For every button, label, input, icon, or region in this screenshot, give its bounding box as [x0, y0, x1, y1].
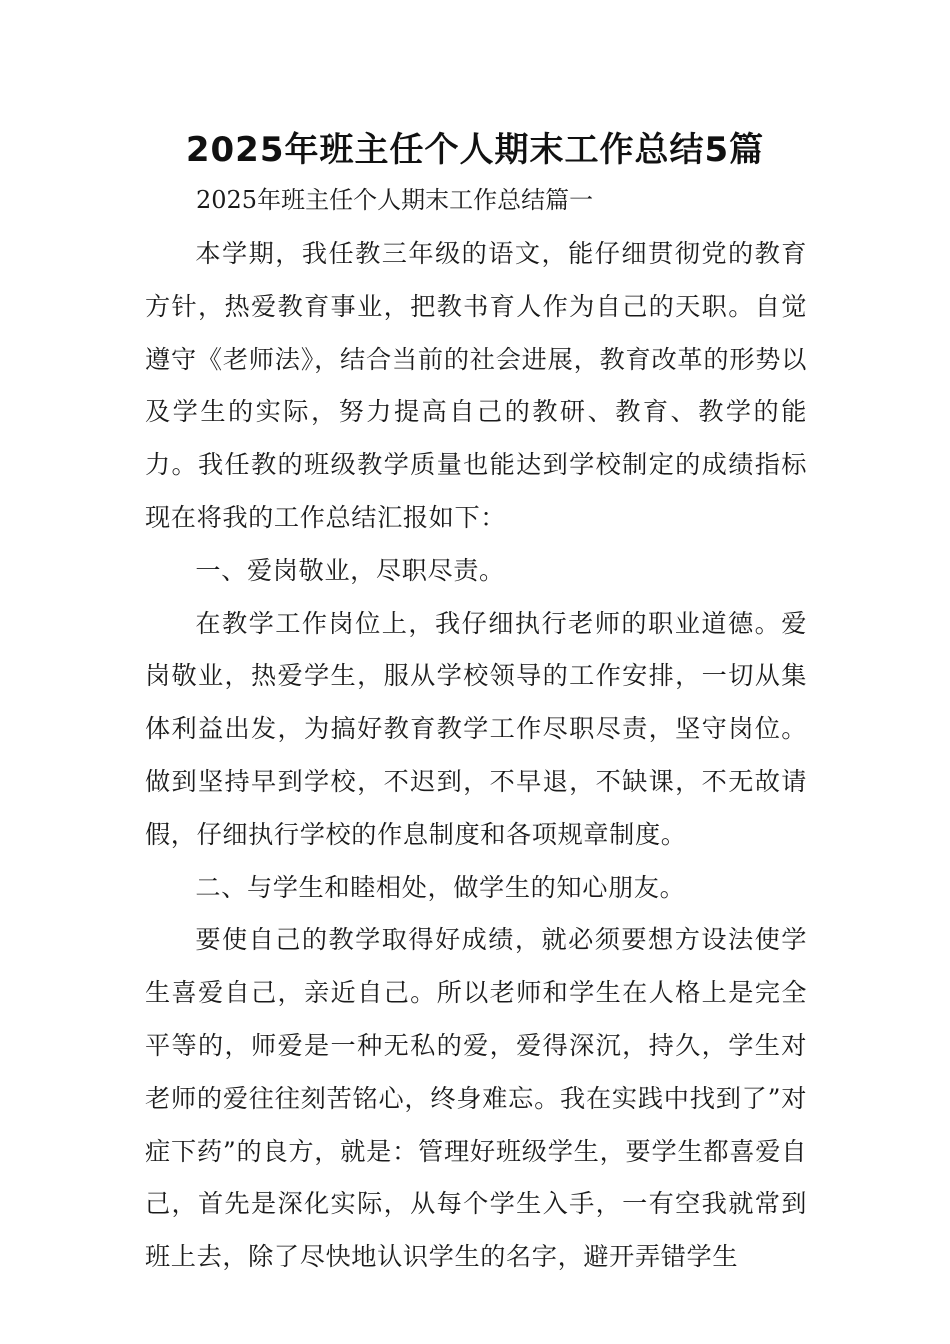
paragraph-intro: 本学期，我任教三年级的语文，能仔细贯彻党的教育方针，热爱教育事业，把教书育人作为自己的天职。自觉遵守《老师法》，结合当前的社会进展，教育改革的形势以及学生的实际，努力提高自己的教研、教育、教学的能力。我任教的班级教学质量也能达到学校制定的成绩指标现在将我的工作总结汇报如下：	[145, 239, 807, 532]
section-heading-2: 二、与学生和睦相处，做学生的知心朋友。	[195, 872, 686, 902]
document-title: 2025年班主任个人期末工作总结5篇	[185, 130, 765, 170]
document-body	[145, 228, 807, 1284]
section-heading-1: 一、爱岗敬业，尽职尽责。	[195, 555, 505, 585]
paragraph-section-1: 在教学工作岗位上，我仔细执行老师的职业道德。爱岗敬业，热爱学生，服从学校领导的工作安排，一切从集体利益出发，为搞好教育教学工作尽职尽责，坚守岗位。做到坚持早到学校，不迟到，不早退，不缺课，不无故请假，仔细执行学校的作息制度和各项规章制度。	[145, 608, 807, 849]
paragraph-section-2: 要使自己的教学取得好成绩，就必须要想方设法使学生喜爱自己，亲近自己。所以老师和学生在人格上是完全平等的，师爱是一种无私的爱，爱得深沉，持久，学生对老师的爱往往刻苦铭心，终身难忘。我在实践中找到了”对症下药”的良方，就是：管理好班级学生，要学生都喜爱自己，首先是深化实际，从每个学生入手，一有空我就常到班上去，除了尽快地认识学生的名字，避开弄错学生	[145, 925, 807, 1272]
document-subtitle: 2025年班主任个人期末工作总结篇一	[196, 186, 594, 214]
